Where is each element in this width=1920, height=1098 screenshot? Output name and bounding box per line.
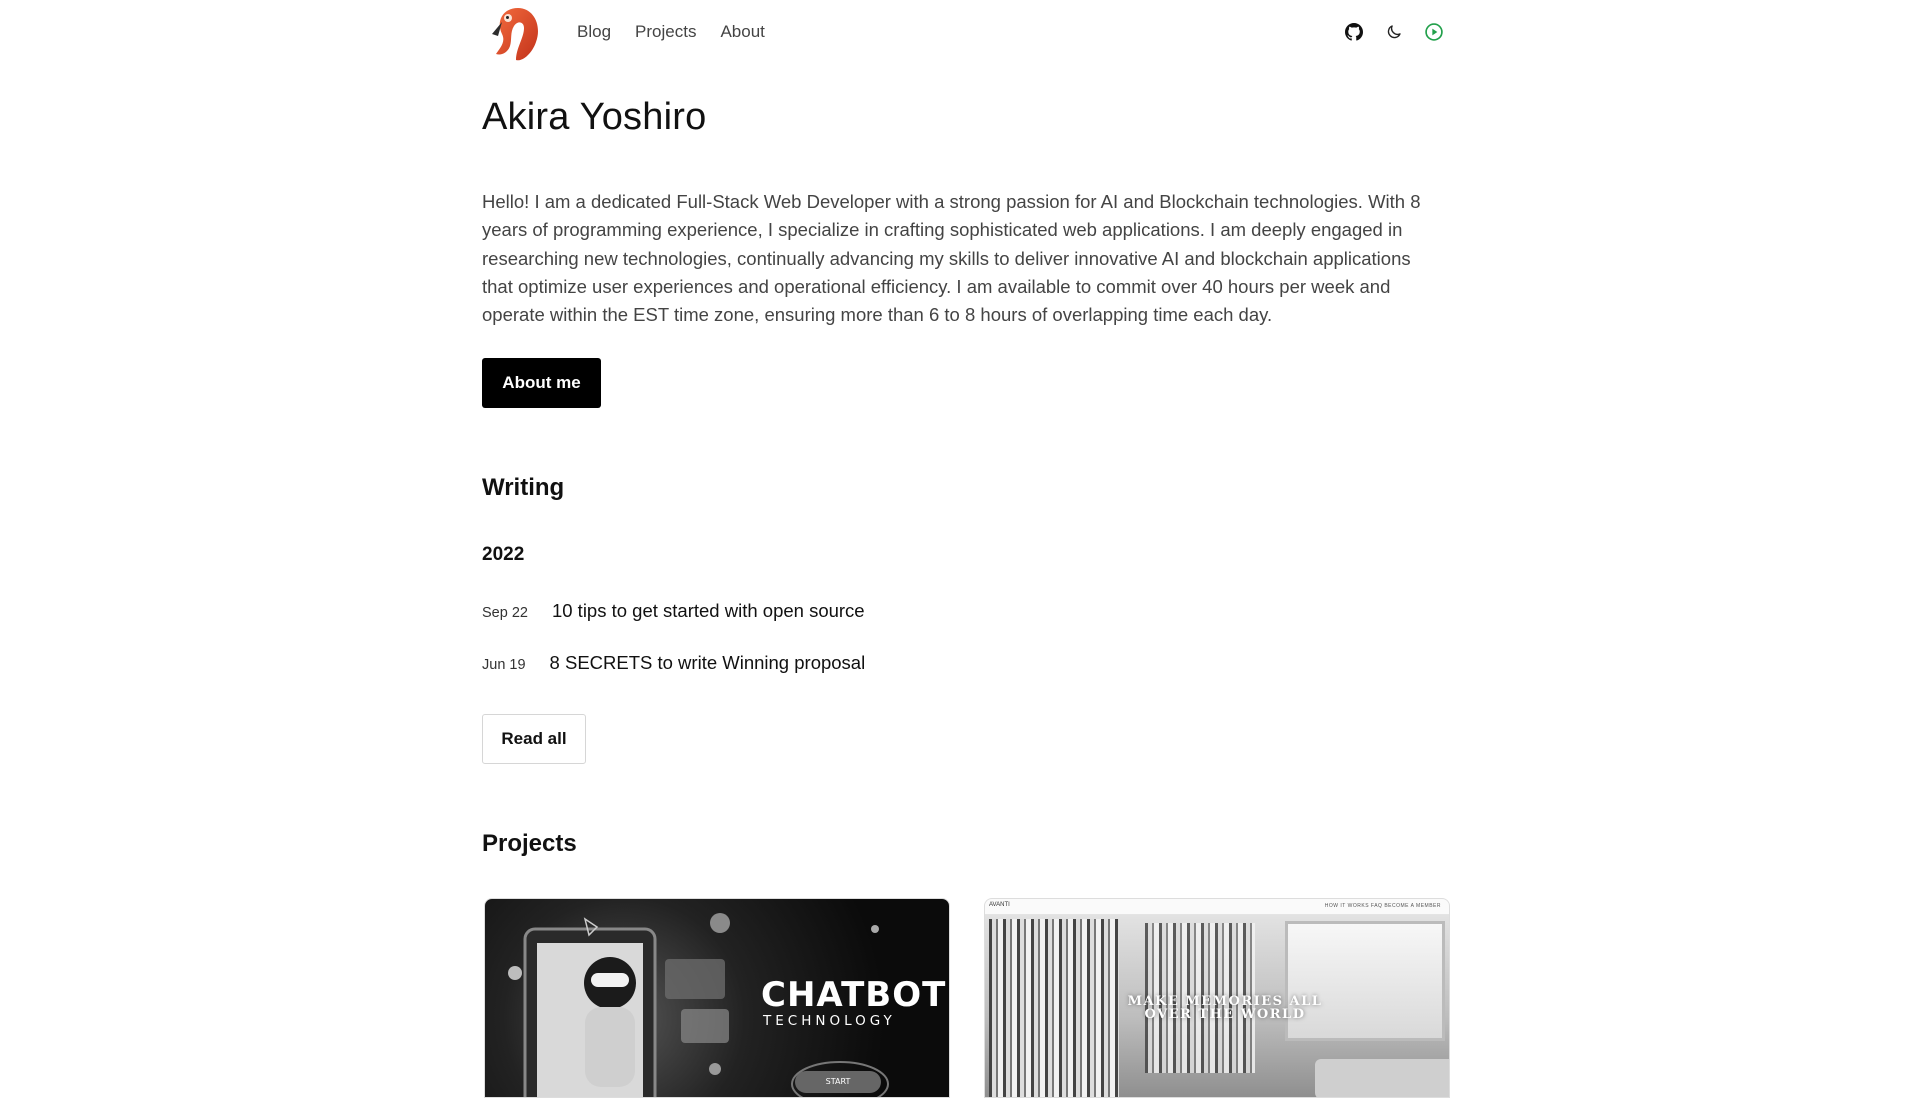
project-card-chatbot[interactable] [484,898,950,1098]
interior-site-header [985,899,1449,915]
post-date: Sep 22 [482,605,528,621]
post-link[interactable]: 8 SECRETS to write Winning proposal [549,652,866,673]
about-me-button[interactable]: About me [482,358,601,408]
year-heading: 2022 [482,544,525,565]
nav-link-about[interactable]: About [720,22,765,41]
chatbot-card-subtitle: TECHNOLOGY [763,1013,896,1029]
read-all-button[interactable]: Read all [482,714,586,764]
moon-icon[interactable] [1382,20,1406,44]
project-card-interior[interactable] [984,898,1450,1098]
flamingo-logo-icon[interactable] [488,4,542,64]
interior-menu: HOW IT WORKS FAQ BECOME A MEMBER [1324,903,1441,909]
bio-paragraph: Hello! I am a dedicated Full-Stack Web Developer with a strong passion for AI and Blockchain technologies. With 8 years of programming experience, I specialize in crafting sophisticated web applications. I am deeply engaged in researching new technologies, continually advancing my skills to deliver innovative AI and blockchain applications that optimize user experiences and operational efficiency. I am available to commit over 40 hours per week and operate within the EST time zone, ensuring more than 6 to 8 hours of overlapping time each day. [482,191,1421,326]
list-item [482,652,865,674]
interior-card-headline: MAKE MEMORIES ALL OVER THE WORLD [1127,994,1323,1022]
chatbot-card-title: CHATBOT [761,975,947,1015]
page-title: Akira Yoshiro [482,96,707,138]
play-icon[interactable] [1422,20,1446,44]
bookshelf-illustration [989,919,1119,1098]
top-nav [482,0,1446,64]
window-illustration [1285,921,1445,1041]
post-link[interactable]: 10 tips to get started with open source [551,600,865,621]
interior-brand: AVANTI [989,902,1010,908]
projects-heading: Projects [482,830,577,857]
chatbot-start-label: START [795,1071,881,1093]
nav-links [577,20,789,44]
nav-link-blog[interactable]: Blog [577,22,612,41]
sofa-illustration [1315,1059,1450,1098]
post-date: Jun 19 [482,657,526,673]
writing-heading: Writing [482,474,565,501]
nav-icons [1326,20,1446,44]
nav-link-projects[interactable]: Projects [635,22,697,41]
list-item [482,600,865,622]
github-icon[interactable] [1342,20,1366,44]
